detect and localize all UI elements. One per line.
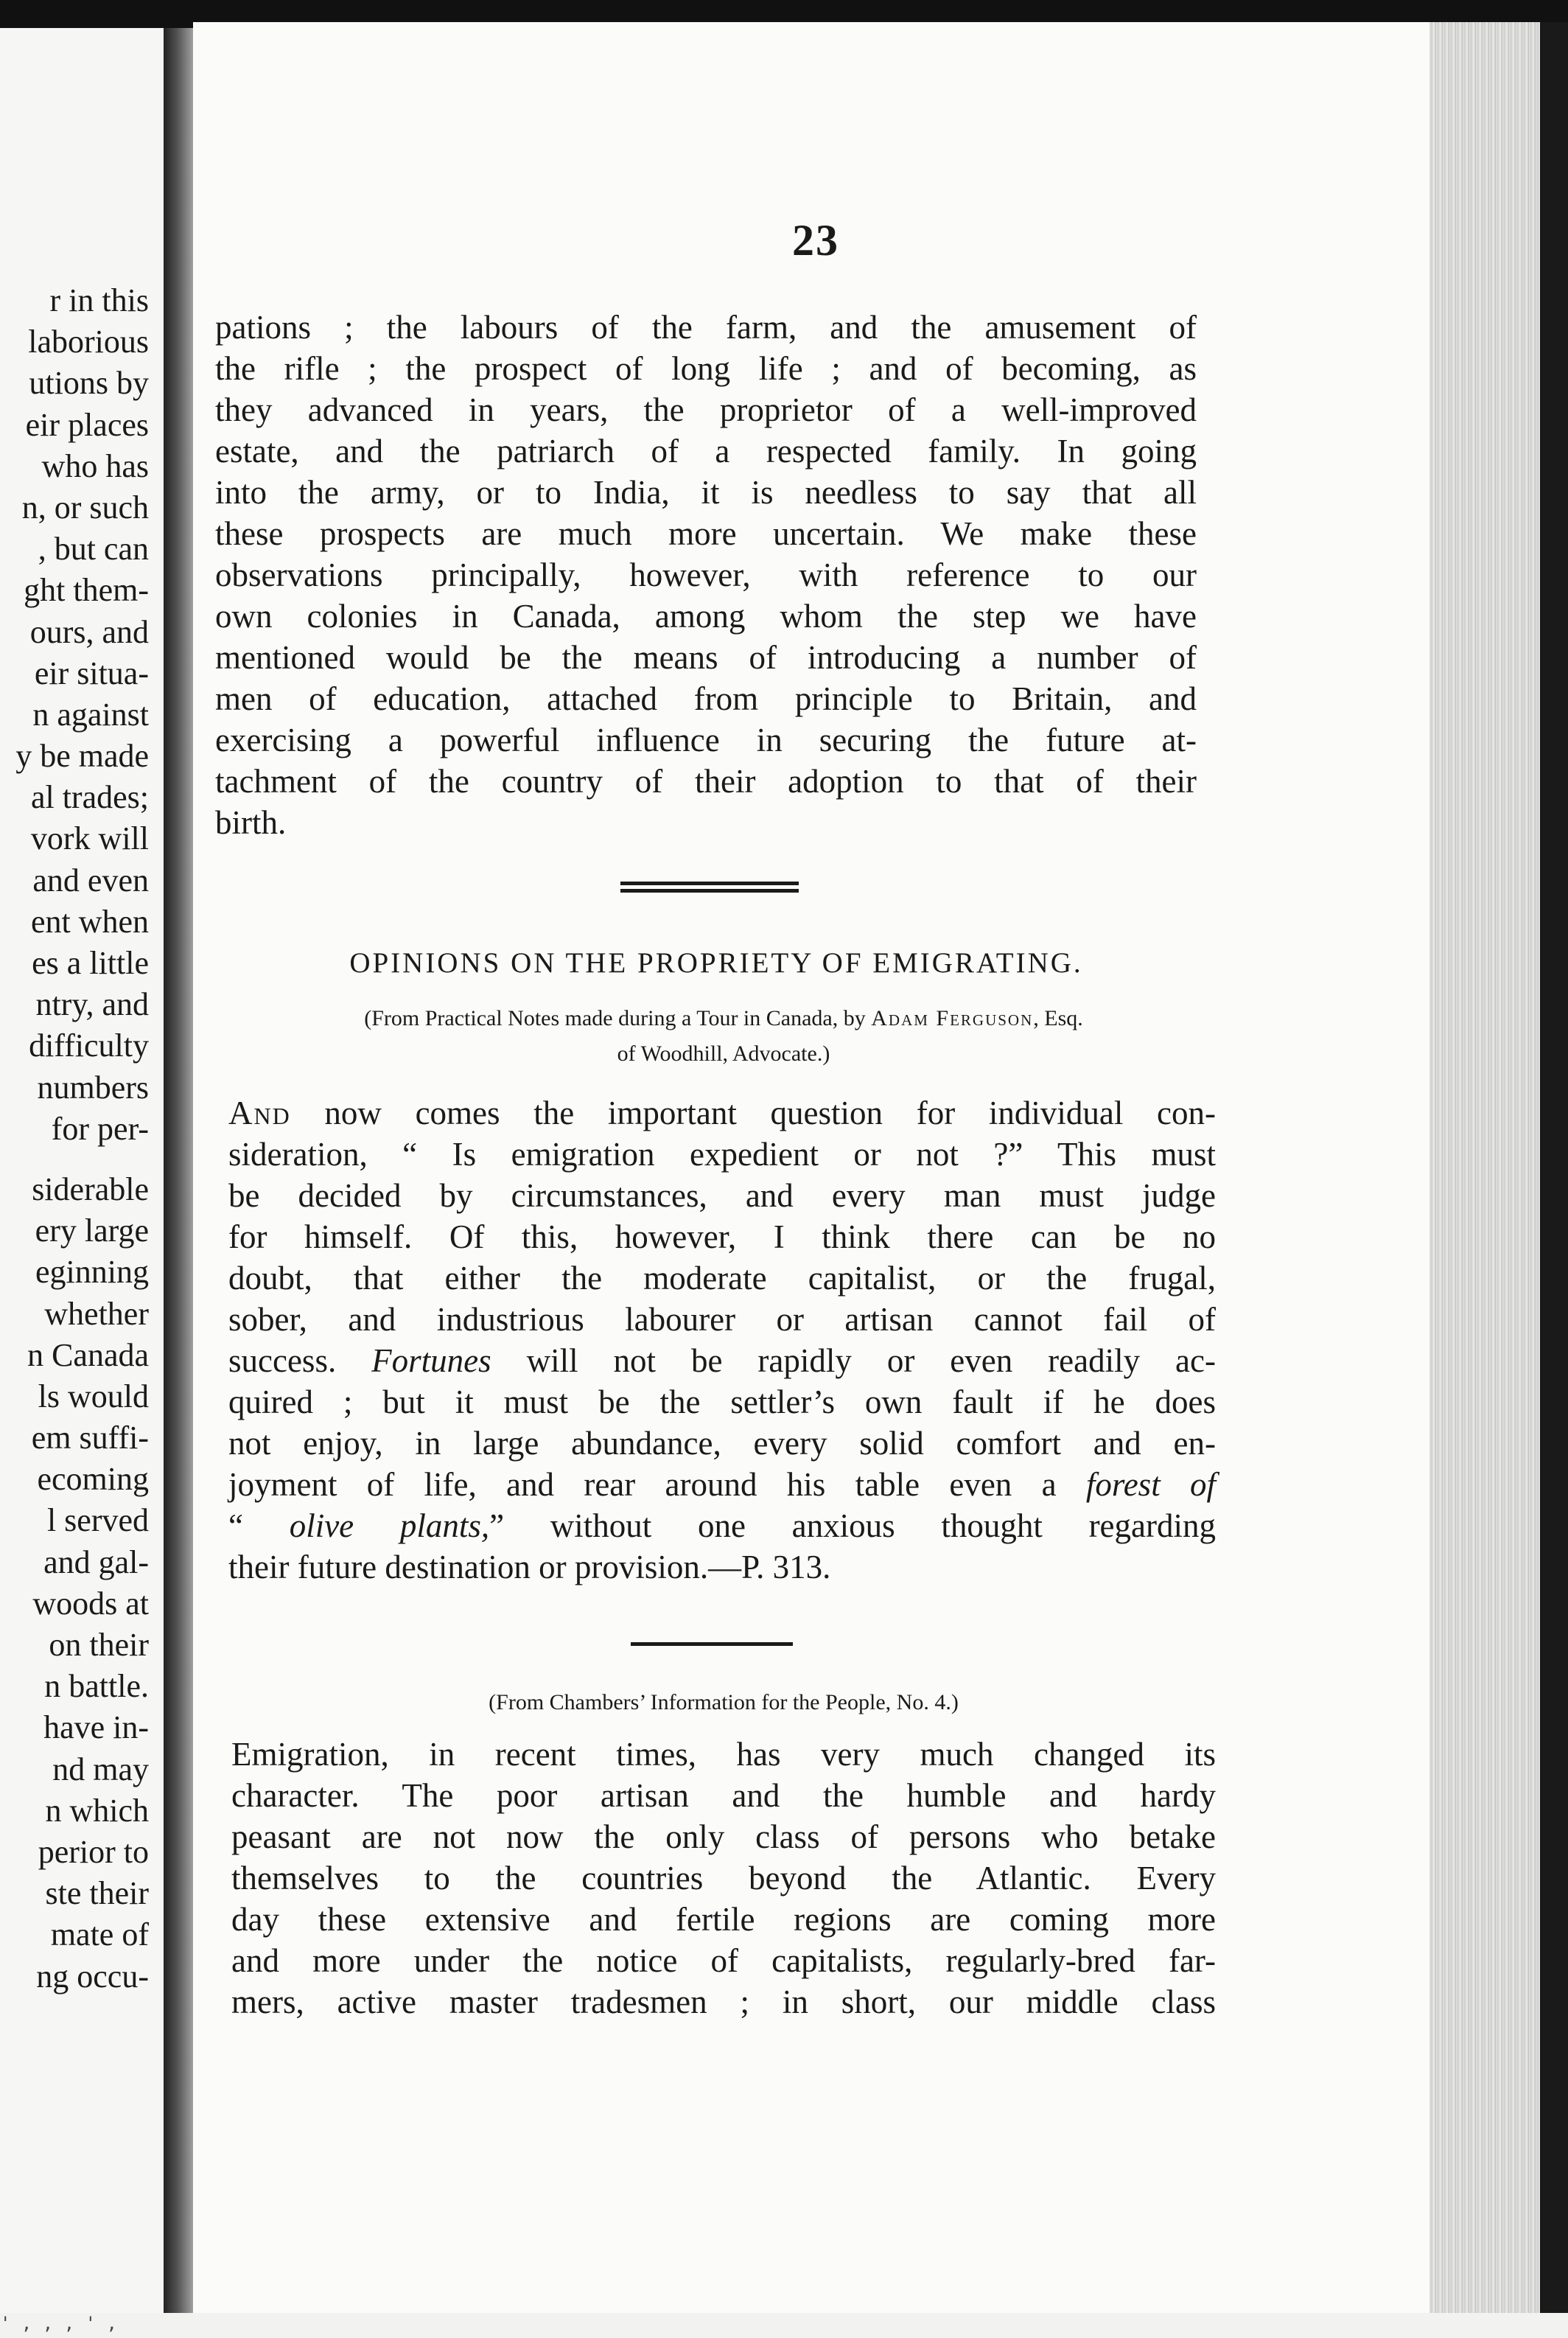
text-line: sober, and industrious labourer or artisan cannot fail of bbox=[228, 1301, 1216, 1338]
left-line-fragment: siderable bbox=[32, 1170, 149, 1207]
left-line-fragment: n battle. bbox=[44, 1668, 149, 1705]
left-line-fragment: numbers bbox=[37, 1069, 149, 1106]
left-line-fragment: ght them- bbox=[24, 572, 149, 609]
left-line-fragment: and even bbox=[32, 862, 149, 898]
left-line-fragment: ng occu- bbox=[36, 1958, 149, 1995]
double-rule-divider bbox=[620, 882, 799, 899]
left-line-fragment: perior to bbox=[38, 1833, 149, 1870]
text-line: day these extensive and fertile regions are coming more bbox=[231, 1901, 1216, 1938]
text-line: pations ; the labours of the farm, and the amusement of bbox=[215, 309, 1197, 346]
text-line: “ olive plants,” without one anxious thought regarding bbox=[228, 1507, 1216, 1544]
text-line: doubt, that either the moderate capitalist, or the frugal, bbox=[228, 1260, 1216, 1297]
text-line: mentioned would be the means of introducing a number of bbox=[215, 639, 1197, 676]
text-line: peasant are not now the only class of persons who betake bbox=[231, 1818, 1216, 1855]
text-line: observations principally, however, with reference to our bbox=[215, 556, 1197, 593]
text-line: into the army, or to India, it is needless to say that all bbox=[215, 474, 1197, 511]
left-line-fragment: utions by bbox=[29, 365, 149, 402]
left-line-fragment: whether bbox=[44, 1295, 149, 1332]
text-line: be decided by circumstances, and every man must judge bbox=[228, 1177, 1216, 1214]
opening-paragraph bbox=[215, 307, 1197, 843]
text-line: their future destination or provision.—P. 313. bbox=[228, 1549, 831, 1585]
italic-word: Fortunes bbox=[371, 1342, 491, 1379]
left-line-fragment: ste their bbox=[45, 1875, 149, 1912]
text-line: mers, active master tradesmen ; in short, our middle class bbox=[231, 1983, 1216, 2020]
source-text: (From Practical Notes made during a Tour in Canada, by bbox=[364, 1006, 872, 1030]
left-line-fragment: l served bbox=[46, 1502, 149, 1539]
left-line-fragment: ecoming bbox=[37, 1461, 149, 1498]
text-line: joyment of life, and rear around his table even a forest of bbox=[228, 1466, 1216, 1503]
text-line: And now comes the important question for individual con- bbox=[228, 1095, 1216, 1131]
ferguson-quote-paragraph bbox=[228, 1092, 1216, 1588]
chambers-source-citation: (From Chambers’ Information for the People, No. 4.) bbox=[489, 1690, 959, 1714]
left-line-fragment: on their bbox=[49, 1627, 149, 1663]
previous-page-fragment bbox=[0, 28, 164, 2313]
text-line: themselves to the countries beyond the Atlantic. Every bbox=[231, 1860, 1216, 1896]
source-suffix: , Esq. bbox=[1033, 1006, 1083, 1030]
text-line: and more under the notice of capitalists, regularly-bred far- bbox=[231, 1942, 1216, 1979]
left-line-fragment: have in- bbox=[43, 1709, 149, 1746]
section-source-citation bbox=[223, 1001, 1225, 1072]
text-line: quired ; but it must be the settler’s own fault if he does bbox=[228, 1383, 1216, 1420]
text-line: these prospects are much more uncertain. We make these bbox=[215, 515, 1197, 552]
left-line-fragment: n which bbox=[45, 1792, 149, 1829]
page-23 bbox=[193, 22, 1438, 2313]
text-line: sideration, “ Is emigration expedient or not ?” This must bbox=[228, 1136, 1216, 1173]
italic-phrase: olive plants, bbox=[289, 1507, 490, 1544]
scan-bottom-marks: ' , , , ' , bbox=[0, 2313, 117, 2334]
left-line-fragment: n against bbox=[32, 696, 149, 733]
text-line: estate, and the patriarch of a respected family. In going bbox=[215, 433, 1197, 470]
left-line-fragment: woods at bbox=[32, 1585, 149, 1622]
text-line: birth. bbox=[215, 804, 287, 841]
left-line-fragment bbox=[0, 1150, 149, 1169]
text-line: for himself. Of this, however, I think there can be no bbox=[228, 1218, 1216, 1255]
text-line: success. Fortunes will not be rapidly or even readily ac- bbox=[228, 1342, 1216, 1379]
left-line-fragment: r in this bbox=[49, 282, 149, 318]
left-line-fragment: n Canada bbox=[27, 1336, 149, 1373]
previous-page-line-endings bbox=[0, 280, 149, 1997]
text-line: exercising a powerful influence in securing the future at- bbox=[215, 722, 1197, 758]
text-line: the rifle ; the prospect of long life ; and of becoming, as bbox=[215, 350, 1197, 387]
source-author: Adam Ferguson bbox=[871, 1006, 1034, 1030]
page-number: 23 bbox=[792, 216, 839, 265]
text-line: men of education, attached from principle to Britain, and bbox=[215, 680, 1197, 717]
left-line-fragment: al trades; bbox=[30, 779, 149, 816]
left-line-fragment: vork will bbox=[30, 820, 149, 857]
left-line-fragment: eir places bbox=[25, 406, 149, 443]
left-line-fragment: nd may bbox=[52, 1751, 149, 1787]
source-text-line-2: of Woodhill, Advocate.) bbox=[617, 1041, 830, 1066]
left-line-fragment: ery large bbox=[35, 1212, 149, 1249]
scan-bottom-band bbox=[0, 2313, 1568, 2338]
section-heading: OPINIONS ON THE PROPRIETY OF EMIGRATING. bbox=[349, 947, 1083, 979]
left-line-fragment: eginning bbox=[35, 1254, 149, 1291]
left-line-fragment: mate of bbox=[50, 1916, 149, 1953]
left-line-fragment: who has bbox=[41, 447, 149, 484]
left-line-fragment: laborious bbox=[28, 324, 149, 360]
left-line-fragment: ent when bbox=[30, 903, 149, 940]
text-line: character. The poor artisan and the humble and hardy bbox=[231, 1777, 1216, 1814]
text-line: own colonies in Canada, among whom the step we have bbox=[215, 598, 1197, 635]
page-edges bbox=[1429, 22, 1540, 2313]
left-line-fragment: , but can bbox=[38, 531, 149, 568]
left-line-fragment: ours, and bbox=[29, 613, 149, 650]
text-line: not enjoy, in large abundance, every solid comfort and en- bbox=[228, 1425, 1216, 1462]
left-line-fragment: es a little bbox=[32, 945, 149, 981]
left-line-fragment: em suffi- bbox=[31, 1420, 149, 1456]
left-line-fragment: eir situa- bbox=[34, 655, 149, 691]
left-line-fragment: for per- bbox=[51, 1110, 149, 1147]
text-line: they advanced in years, the proprietor of a well-improved bbox=[215, 391, 1197, 428]
lead-word: And bbox=[228, 1095, 291, 1131]
left-line-fragment: ls would bbox=[38, 1378, 149, 1414]
text-line: Emigration, in recent times, has very much changed its bbox=[231, 1736, 1216, 1773]
left-line-fragment: and gal- bbox=[43, 1543, 149, 1580]
text-line: tachment of the country of their adoption to that of their bbox=[215, 763, 1197, 800]
single-rule-divider bbox=[631, 1642, 793, 1646]
italic-phrase: forest of bbox=[1085, 1466, 1216, 1503]
scan-border bbox=[1540, 22, 1568, 2313]
left-line-fragment: difficulty bbox=[29, 1027, 149, 1064]
left-line-fragment: ntry, and bbox=[35, 986, 149, 1023]
left-line-fragment: n, or such bbox=[21, 489, 149, 526]
left-line-fragment: y be made bbox=[15, 738, 149, 775]
chambers-paragraph bbox=[231, 1734, 1216, 2023]
